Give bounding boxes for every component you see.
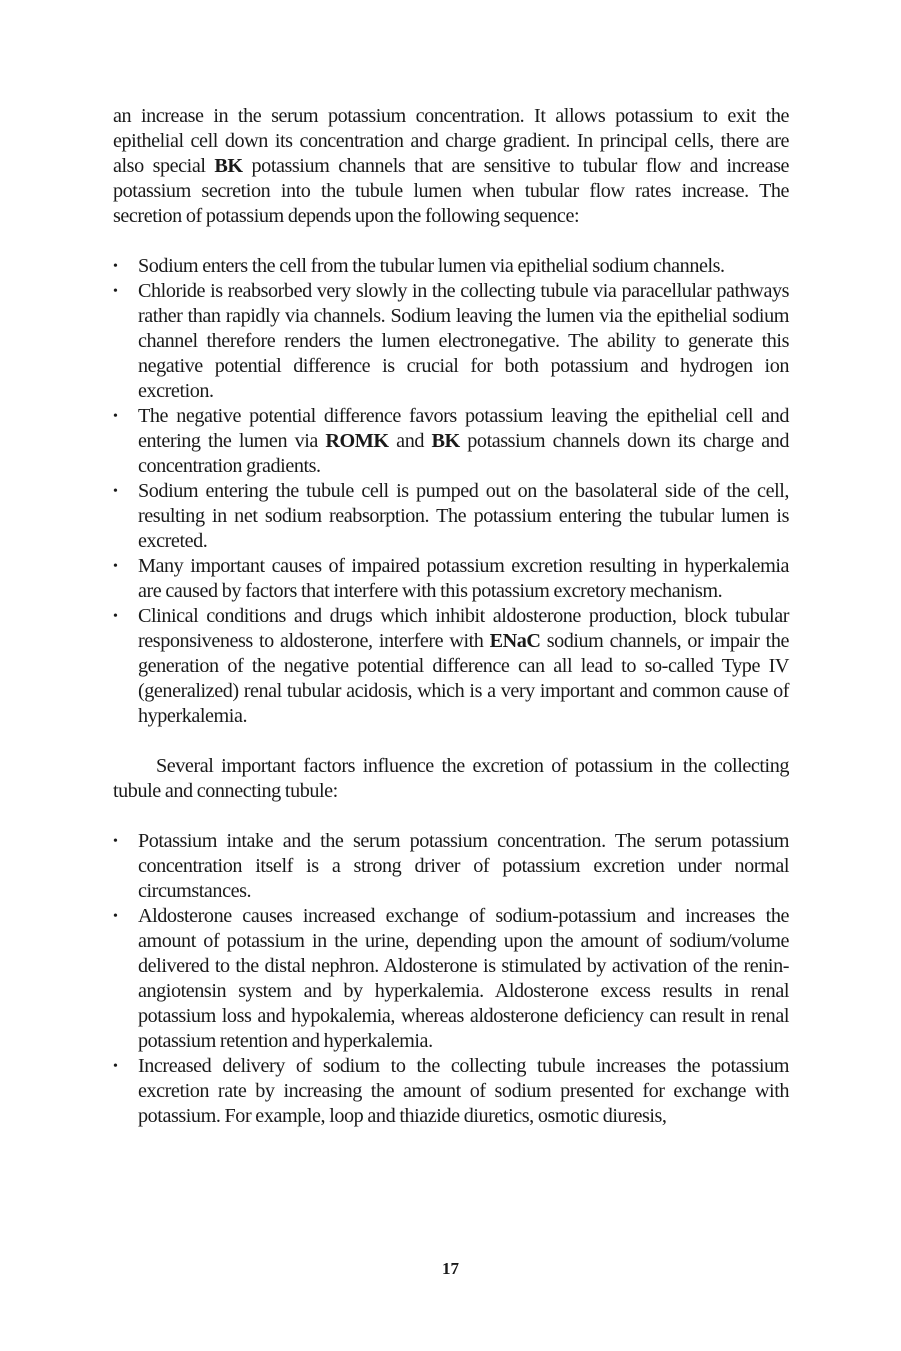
list-item-text: potassium channels down its charge and concentration gradients. (138, 430, 789, 477)
list-item (113, 829, 789, 904)
bullet-icon: • (113, 284, 118, 299)
page-number: 17 (442, 1259, 459, 1278)
bullet-icon: • (113, 609, 118, 624)
spacer (113, 804, 789, 829)
list-item-text: Chloride is reabsorbed very slowly in the collecting tubule via paracellular pathways rather than rapidly via channels. Sodium leaving the lumen via the epithelial sodium channel therefore renders the lumen electronegative. The ability to generate this negative potential difference is crucial for both potassium and hydrogen ion excretion. (138, 280, 789, 402)
list-item (113, 254, 789, 279)
spacer (113, 229, 789, 254)
list-item (113, 904, 789, 1054)
bk-channel-term: BK (214, 155, 243, 177)
bullet-icon: • (113, 409, 118, 424)
bk-channel-term: BK (431, 430, 460, 452)
list-item-text: and (388, 430, 432, 452)
list-item-text: Increased delivery of sodium to the collecting tubule increases the potassium excretion rate by increasing the amount of sodium presented for exchange with potassium. For example, loop and thiazide diuretics, osmotic diuresis, (138, 1055, 789, 1127)
list-item-text: Clinical conditions and drugs which inhibit aldosterone production, block tubular responsiveness to aldosterone, interfere with (138, 605, 789, 652)
bullet-icon: • (113, 259, 118, 274)
list-item (113, 404, 789, 479)
list-item-text: Sodium enters the cell from the tubular lumen via epithelial sodium channels. (138, 255, 725, 277)
bullet-icon: • (113, 834, 118, 849)
list-item-text: Potassium intake and the serum potassium concentration. The serum potassium concentration itself is a strong driver of potassium excretion under normal circumstances. (138, 830, 789, 902)
list-item (113, 479, 789, 554)
list-item (113, 604, 789, 729)
factors-list (113, 829, 789, 1129)
page-body (113, 104, 789, 1129)
bullet-icon: • (113, 909, 118, 924)
romk-channel-term: ROMK (325, 430, 389, 452)
list-item-text: The negative potential difference favors potassium leaving the epithelial cell and entering the lumen via (138, 405, 789, 452)
spacer (113, 729, 789, 754)
bullet-icon: • (113, 484, 118, 499)
factors-intro-paragraph: Several important factors influence the excretion of potassium in the collecting tubule and connecting tubule: (113, 755, 789, 802)
enac-channel-term: ENaC (489, 630, 541, 652)
intro-text: an increase in the serum potassium concentration. It allows potassium to exit the epithelial cell down its concentration and charge gradient. In principal cells, there are also special (113, 105, 789, 177)
bullet-icon: • (113, 559, 118, 574)
bullet-icon: • (113, 1059, 118, 1074)
list-item-text: Many important causes of impaired potassium excretion resulting in hyperkalemia are caused by factors that interfere with this potassium excretory mechanism. (138, 555, 789, 602)
list-item-text: Sodium entering the tubule cell is pumped out on the basolateral side of the cell, resulting in net sodium reabsorption. The potassium entering the tubular lumen is excreted. (138, 480, 789, 552)
list-item (113, 554, 789, 604)
intro-paragraph (113, 104, 789, 229)
secretion-sequence-list (113, 254, 789, 729)
intro-text: potassium channels that are sensitive to tubular flow and increase potassium secretion into the tubule lumen when tubular flow rates increase. The secretion of potassium depends upon the following sequence: (113, 155, 789, 227)
list-item-text: sodium channels, or impair the generation of the negative potential difference can all lead to so-called Type IV (generalized) renal tubular acidosis, which is a very important and common cause of hyperkalemia. (138, 630, 789, 727)
list-item (113, 1054, 789, 1129)
list-item (113, 279, 789, 404)
list-item-text: Aldosterone causes increased exchange of sodium-potassium and increases the amount of potassium in the urine, depending upon the amount of sodium/volume delivered to the distal nephron. Aldosterone is stimulated by activation of the renin-angiotensin system and by hyperkalemia. Aldosterone excess results in renal potassium loss and hypokalemia, whereas aldosterone deficiency can result in renal potassium retention and hyperkalemia. (138, 905, 789, 1052)
